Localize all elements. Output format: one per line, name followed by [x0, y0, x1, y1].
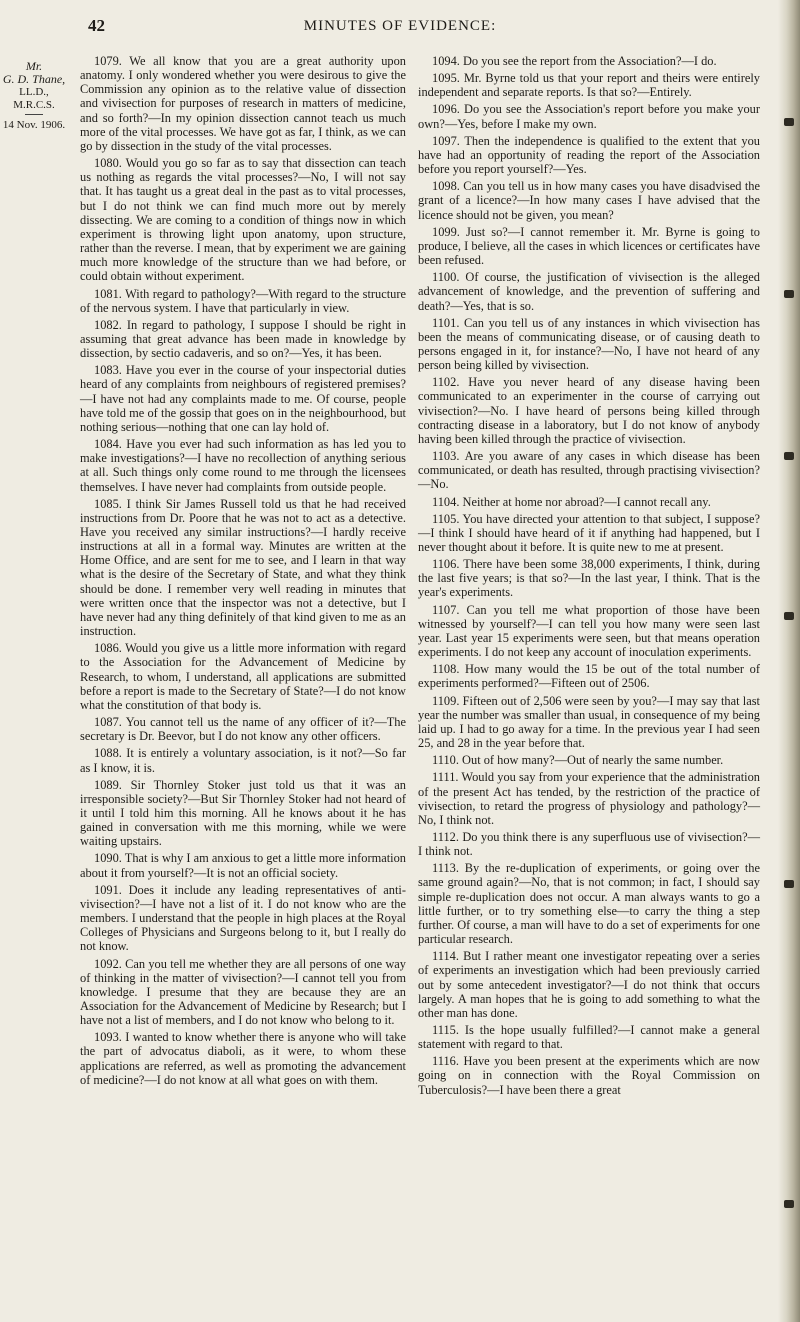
left-column: [80, 54, 406, 1090]
question-answer-paragraph: 1085. I think Sir James Russell told us that he had received instructions from Dr. Poore that he was not to act as a detective. Have you received any similar instructions?—I hardly receive instructions at all in a formal way. Minutes are written at the Home Office, and are sent for me to see, and I learn in that way what is the desire of the Secretary of State, and what they think should be done. I remember very well reading in minutes that were written once that the inspector was not a detective, but I have never had any thing definitely of that kind given to me as an instruction.: [80, 496, 406, 639]
question-answer-paragraph: 1101. Can you tell us of any instances in which vivisection has been the means of communicating disease, or of causing death to persons engaged in it, for instance?—No, I have not heard of any person being killed by vivisection.: [418, 315, 760, 373]
right-column: [418, 54, 760, 1100]
question-answer-paragraph: 1110. Out of how many?—Out of nearly the same number.: [432, 753, 724, 768]
question-answer-paragraph: 1095. Mr. Byrne told us that your report and theirs were entirely independent and separate reports. Is that so?—Entirely.: [418, 71, 760, 100]
question-answer-paragraph: 1103. Are you aware of any cases in which disease has been communicated, or death has resulted, through practising vivisection?—No.: [418, 449, 760, 492]
page-number: 42: [88, 16, 105, 35]
question-answer-paragraph: 1114. But I rather meant one investigator repeating over a series of experiments an investigation which had been previously carried out by some antecedent investigator?—I do not think that occurs largely. A man hopes that he is going to add something to what the other man has done.: [418, 949, 760, 1020]
question-answer-paragraph: 1113. By the re-duplication of experiments, or going over the same ground again?—No, that is not common; in fact, I should say simple re-duplication does not occur. A man always wants to go a little further, or to try something else—to carry the thing a step further. Of course, a man will have to do a set of experiments for one particular research.: [418, 861, 761, 947]
question-answer-paragraph: 1091. Does it include any leading representatives of anti-vivisection?—I have not a list of it. I do not know who are the members. I understand that the people in high places at the Royal Colleges of Physicians and Surgeons belong to it, but I really do not know.: [80, 882, 406, 954]
hearing-date: 14 Nov. 1906.: [2, 119, 66, 131]
question-answer-paragraph: 1097. Then the independence is qualified to the extent that you have had an opportunity of reading the report of the Association before you report yourself?—Yes.: [418, 133, 760, 177]
question-answer-paragraph: 1088. It is entirely a voluntary association, is it not?—So far as I know, it is.: [80, 746, 406, 775]
question-answer-paragraph: 1092. Can you tell me whether they are all persons of one way of thinking in the matter of vivisection?—I cannot tell you from knowledge. I presume that they are because they are an Association for the Advancement of Medicine by Research; but I have not a list of members, and I do not know who belong to it.: [80, 956, 406, 1028]
question-answer-paragraph: 1116. Have you been present at the experiments which are now going on in connection with the Royal Commission on Tuberculosis?—I have been there a great: [418, 1054, 760, 1097]
question-answer-paragraph: 1102. Have you never heard of any disease having been communicated to an experimenter in the course of carrying out vivisection?—No. I have heard of persons being killed through contracting disease in a laboratory, but I do not know of anybody having been killed through the practice of vivisection.: [418, 375, 760, 446]
question-answer-paragraph: 1104. Neither at home nor abroad?—I cannot recall any.: [432, 494, 711, 509]
question-answer-paragraph: 1109. Fifteen out of 2,506 were seen by you?—I may say that last year the number was smaller than usual, in consequence of my being laid up. I had to go away for a time. In the previous year I had seen 25, and 28 in the year before that.: [418, 693, 760, 751]
question-answer-paragraph: 1098. Can you tell us in how many cases you have disadvised the grant of a licence?—In how many cases I have advised that the licence should not be given, you mean?: [418, 179, 760, 222]
question-answer-paragraph: 1080. Would you go so far as to say that dissection can teach us nothing as regards the vital processes?—No, I will not say that. It has taught us a great deal in the past as to vital processes, but I do not think we can find much more out by merely dissecting. We are coming to a condition of things now in which experiment is throwing light upon anatomy, upon structure, rather than the reverse. I mean, that by experiment we are gaining much more knowledge of the structure than we had before, or could obtain without experiment.: [80, 156, 406, 284]
witness-degree-1: LL.D.,: [19, 86, 49, 98]
question-answer-paragraph: 1108. How many would the 15 be out of the total number of experiments performed?—Fifteen out of 2506.: [418, 662, 760, 691]
question-answer-paragraph: 1111. Would you say from your experience that the administration of the present Act has tended, by the restriction of the practice of vivisection, to retard the progress of physiology and pathology?—No, I think not.: [418, 770, 760, 827]
question-answer-paragraph: 1105. You have directed your attention to that subject, I suppose?—I think I should have heard of it if anything had happened, but I never thought about it before. It is quite new to me at present.: [418, 511, 760, 554]
question-answer-paragraph: 1099. Just so?—I cannot remember it. Mr. Byrne is going to produce, I believe, all the cases in which licences or certificates have been refused.: [418, 224, 760, 268]
question-answer-paragraph: 1106. There have been some 38,000 experiments, I think, during the last five years; is that so?—In the last year, I think. That is the year's experiments.: [418, 557, 760, 600]
binding-mark: [784, 118, 794, 126]
witness-name-1: Mr.: [25, 59, 43, 73]
question-answer-paragraph: 1087. You cannot tell us the name of any officer of it?—The secretary is Dr. Beevor, but I do not know any other officers.: [80, 715, 406, 744]
witness-degree-2: M.R.C.S.: [13, 99, 55, 111]
binding-mark: [784, 452, 794, 460]
question-answer-paragraph: 1107. Can you tell me what proportion of those have been witnessed by yourself?—I can tell you how many were seen last year. Last year 15 experiments were seen, but that means operation experiments. I do not keep any account of inoculation experiments.: [418, 602, 760, 660]
page-edge: [778, 0, 800, 1322]
binding-mark: [784, 880, 794, 888]
question-answer-paragraph: 1079. We all know that you are a great authority upon anatomy. I only wondered whether you were desirous to give the Commission any opinion as to the relative value of dissection and vivisection for purposes of research in matters of medicine, and so forth?—In my opinion dissection cannot teach us much more of the vital processes. We have got as far, I think, as we can go by dissection in the study of the vital processes.: [80, 54, 406, 153]
question-answer-paragraph: 1086. Would you give us a little more information with regard to the Association for the Advancement of Medicine by Research, to whom, I understand, all applications are submitted before a report is made to the Secretary of State?—I do not know what the constitution of that body is.: [80, 641, 406, 712]
binding-mark: [784, 1200, 794, 1208]
margin-rule: [25, 114, 43, 115]
question-answer-paragraph: 1094. Do you see the report from the Association?—I do.: [432, 54, 717, 68]
question-answer-paragraph: 1083. Have you ever in the course of your inspectorial duties heard of any complaints from neighbours of registered premises?—I have not had any complaints made to me. Of course, people have told me of the gossip that goes on in the neighbourhood, but nothing serious—nothing that one can lay hold of.: [80, 363, 406, 434]
question-answer-paragraph: 1112. Do you think there is any superfluous use of vivisection?—I think not.: [418, 829, 760, 859]
question-answer-paragraph: 1089. Sir Thornley Stoker just told us that it was an irresponsible society?—But Sir Thornley Stoker had not heard of it until I told him this morning. All he knows about it he has gained in conversation with me this morning, while we were waiting upstairs.: [80, 777, 406, 849]
binding-mark: [784, 612, 794, 620]
question-answer-paragraph: 1096. Do you see the Association's report before you make your own?—Yes, before I make my own.: [418, 102, 760, 131]
question-answer-paragraph: 1115. Is the hope usually fulfilled?—I cannot make a general statement with regard to that.: [418, 1023, 760, 1052]
page-header: [0, 10, 800, 40]
question-answer-paragraph: 1082. In regard to pathology, I suppose I should be right in assuming that great advance has been made in knowledge by dissection, by sectio cadaveris, and so on?—Yes, it has been.: [80, 317, 406, 361]
question-answer-paragraph: 1090. That is why I am anxious to get a little more information about it from yourself?—It is not an official society.: [80, 851, 406, 880]
margin-note: [2, 60, 66, 132]
binding-mark: [784, 290, 794, 298]
question-answer-paragraph: 1081. With regard to pathology?—With regard to the structure of the nervous system. I have that particularly in view.: [80, 286, 406, 315]
question-answer-paragraph: 1093. I wanted to know whether there is anyone who will take the part of advocatus diaboli, as it were, to whom these applications are referred, as well as promoting the advancement of medicine?—I do not know at all what goes on with them.: [80, 1030, 406, 1087]
question-answer-paragraph: 1100. Of course, the justification of vivisection is the alleged advancement of knowledge, and the prevention of suffering and death?—Yes, that is so.: [418, 270, 760, 313]
running-head: MINUTES OF EVIDENCE:: [303, 18, 497, 34]
witness-name-2: G. D. Thane,: [2, 72, 66, 86]
question-answer-paragraph: 1084. Have you ever had such information as has led you to make investigations?—I have no recollection of anything serious at all. Such things only come round to me through the licensees themselves. I have never had complaints from outside people.: [80, 437, 406, 494]
